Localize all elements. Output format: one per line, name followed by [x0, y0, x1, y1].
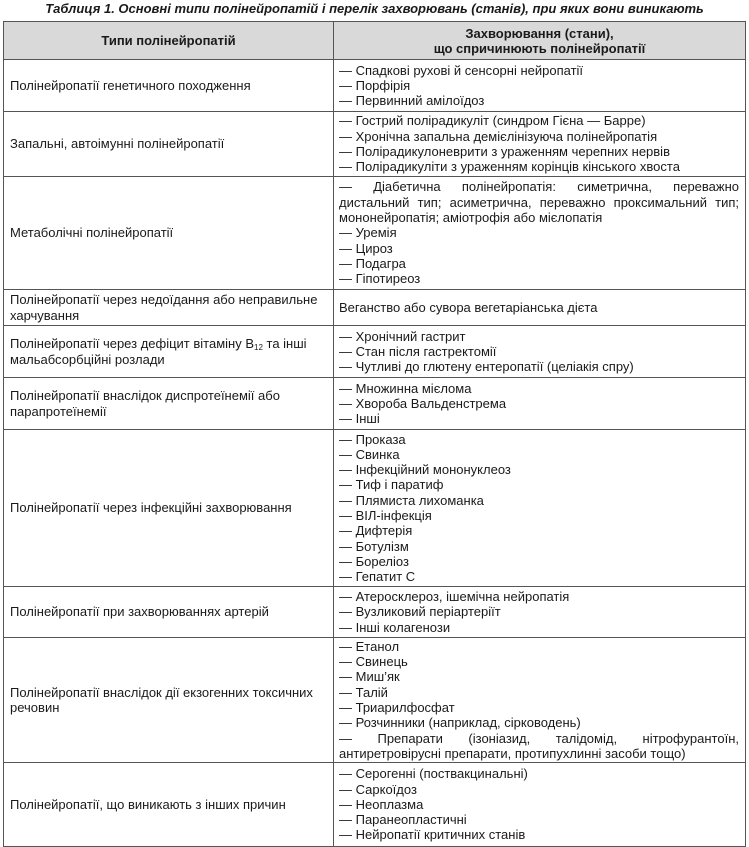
row-causes: [334, 587, 746, 638]
cause-item: — Уремія: [339, 225, 397, 241]
cause-item: — Розчинники (наприклад, сірководень): [339, 715, 581, 731]
row-type: [4, 326, 334, 378]
table-row: [4, 587, 746, 638]
row-type: Полінейропатії внаслідок дії екзогенних токсичних речовин: [4, 638, 334, 763]
cause-item: — Гіпотиреоз: [339, 271, 421, 287]
table-row: [4, 177, 746, 290]
cause-item: — Спадкові рухові й сенсорні нейропатії: [339, 62, 584, 78]
cause-item: — Миш’як: [339, 669, 400, 685]
row-causes: [334, 638, 746, 763]
table-row: [4, 326, 746, 378]
row-type: Полінейропатії через недоїдання або неправильне харчування: [4, 290, 334, 326]
row-type: Полінейропатії внаслідок диспротеїнемії або парапротеїнемії: [4, 378, 334, 430]
table-row: [4, 378, 746, 430]
table-row: [4, 112, 746, 177]
table-row: [4, 430, 746, 587]
cause-item: — Діабетична полінейропатія: симетрична, переважно дистальний тип; асиметрична, переважно проксимальний тип; мононейропатія; аміотрофія або мієлопатія: [339, 179, 739, 226]
cause-item: — Саркоїдоз: [339, 781, 417, 797]
cause-item: Веганство або сувора вегетаріанська дієта: [339, 299, 598, 315]
cause-item: — Ботулізм: [339, 538, 409, 554]
cause-item: — Етанол: [339, 638, 400, 654]
cause-item: — Триарилфосфат: [339, 700, 455, 715]
cause-item: — Хвороба Вальденстрема: [339, 395, 507, 411]
row-type: Полінейропатії генетичного походження: [4, 60, 334, 112]
cause-item: — Неоплазма: [339, 796, 424, 812]
cause-item: — Гепатит С: [339, 569, 416, 585]
cause-item: — Чутливі до глютену ентеропатії (целіакія спру): [339, 359, 634, 375]
cause-item: — Стан після гастректомії: [339, 343, 497, 359]
header-diseases: [334, 22, 746, 60]
header-diseases-line2: що спричинюють полінейропатії: [433, 40, 646, 56]
cause-item: — Гострий полірадикуліт (синдром Гієна — Барре): [339, 113, 646, 129]
row-causes: [334, 430, 746, 587]
row-causes: [334, 378, 746, 430]
cause-item: — Тиф і паратиф: [339, 477, 444, 493]
cause-item: — Цироз: [339, 240, 393, 256]
row-causes: [334, 177, 746, 290]
cause-item: — Інфекційний мононуклеоз: [339, 462, 511, 478]
table-row: [4, 763, 746, 847]
cause-item: — Бореліоз: [339, 553, 409, 569]
row-causes: [334, 290, 746, 326]
cause-item: — Множинна мієлома: [339, 380, 472, 396]
cause-item: — Первинний амілоїдоз: [339, 93, 485, 109]
cause-item: — Плямиста лихоманка: [339, 492, 484, 508]
row-type: Полінейропатії через інфекційні захворювання: [4, 430, 334, 587]
cause-item: — Паранеопластичні: [339, 812, 467, 828]
cause-item: — Полірадикулоневрити з ураженням черепних нервів: [339, 144, 670, 159]
cause-item: — Вузликовий періартеріїт: [339, 604, 501, 620]
cause-item: — Серогенні (поствакцинальні): [339, 766, 528, 782]
table-row: [4, 638, 746, 763]
cause-item: — Препарати (ізоніазид, талідомід, нітрофурантоїн, антиретровірусні препарати, протипухлинні засоби тощо): [339, 730, 739, 761]
row-type-text-rest: та інші мальабсорбційні розлади: [10, 336, 307, 367]
row-type-text: Полінейропатії через дефіцит вітаміну B: [10, 336, 254, 352]
cause-item: — Свинка: [339, 446, 400, 462]
cause-item: — Хронічна запальна демієлінізуюча полінейропатія: [339, 128, 658, 144]
cause-item: — Порфірія: [339, 77, 411, 93]
cause-item: — Свинець: [339, 654, 408, 670]
cause-item: — Інші колагенози: [339, 619, 451, 635]
polyneuropathy-table: [3, 21, 746, 847]
cause-item: — Нейропатії критичних станів: [339, 827, 526, 843]
row-causes: [334, 60, 746, 112]
cause-item: — Інші: [339, 411, 380, 427]
cause-item: — Хронічний гастрит: [339, 328, 466, 344]
table-row: [4, 290, 746, 326]
cause-item: — ВІЛ-інфекція: [339, 508, 432, 523]
row-causes: [334, 326, 746, 378]
cause-item: — Дифтерія: [339, 523, 413, 539]
cause-item: — Атеросклероз, ішемічна нейропатія: [339, 589, 570, 605]
row-causes: [334, 763, 746, 847]
cause-item: — Проказа: [339, 431, 406, 447]
cause-item: — Талій: [339, 684, 388, 700]
header-diseases-line1: Захворювання (стани),: [465, 25, 614, 41]
cause-item: — Полірадикуліти з ураженням корінців кінського хвоста: [339, 159, 680, 175]
table-caption: Таблиця 1. Основні типи полінейропатій і перелік захворювань (станів), при яких вони виникають: [45, 1, 704, 16]
header-types: Типи полінейропатій: [4, 22, 334, 60]
table-row: [4, 60, 746, 112]
row-type: Полінейропатії при захворюваннях артерій: [4, 587, 334, 638]
row-type: Запальні, автоімунні полінейропатії: [4, 112, 334, 177]
row-causes: [334, 112, 746, 177]
row-type: Метаболічні полінейропатії: [4, 177, 334, 290]
vitamin-subscript: 12: [254, 343, 263, 353]
row-type: Полінейропатії, що виникають з інших причин: [4, 763, 334, 847]
table-header-row: [4, 22, 746, 60]
cause-item: — Подагра: [339, 255, 406, 271]
